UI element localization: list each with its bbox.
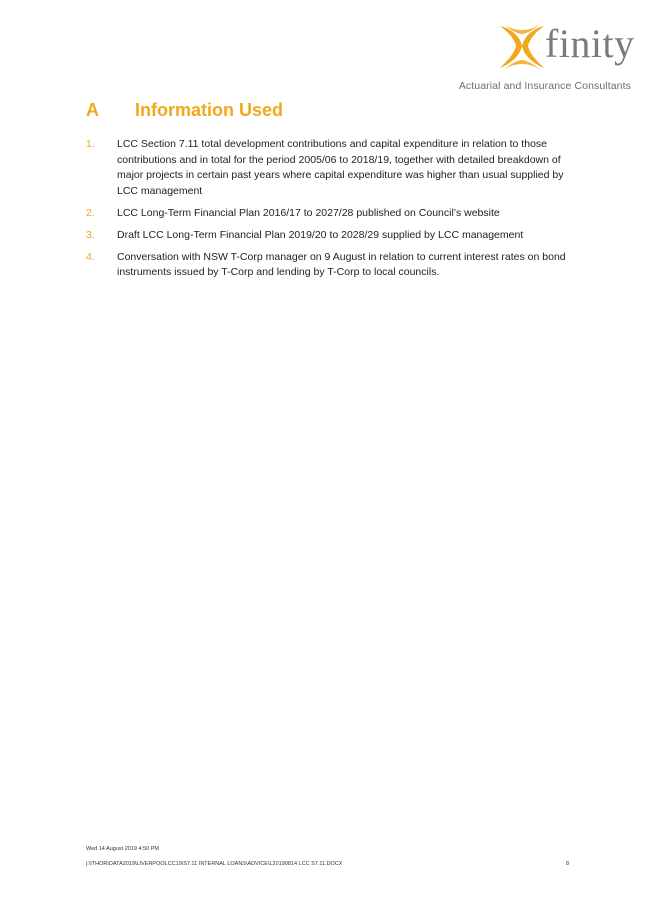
list-item-text: LCC Long-Term Financial Plan 2016/17 to 2027/28 published on Council’s website [117, 206, 500, 219]
footer-file-path: j:\ITHOR\DATA2019\LIVERPOOLCC19\S7.11 INTERNAL LOANS\ADVICE\L20190814 LCC S7.11.DOCX [86, 861, 343, 867]
list-item-number: 4. [86, 250, 95, 263]
list-item-number: 3. [86, 228, 95, 241]
footer-date: Wed 14 August 2019 4:50 PM [86, 846, 159, 852]
list-item-number: 1. [86, 138, 95, 150]
list-item [86, 250, 566, 281]
page-number: 8 [566, 861, 570, 867]
list-item-text: Draft LCC Long-Term Financial Plan 2019/20 to 2028/29 supplied by LCC management [117, 228, 524, 241]
list-item [86, 137, 566, 199]
list-item [86, 228, 566, 244]
list-item-text: LCC Section 7.11 total development contributions and capital expenditure in relation to those contributions and in total for the period 2005/06 to 2018/19, together with detailed breakdown of major projects in certain past years where capital expenditure was higher than usual supplied by LCC management [117, 138, 564, 197]
information-list [86, 137, 566, 287]
list-item-text: Conversation with NSW T-Corp manager on 9 August in relation to current interest rates on bond instruments issued by T-Corp and lending by T-Corp to local councils. [117, 250, 566, 278]
section-title: Information Used [135, 100, 284, 120]
logo-wordmark: finity [545, 21, 635, 66]
list-item-number: 2. [86, 206, 95, 219]
logo-tagline: Actuarial and Insurance Consultants [458, 80, 631, 92]
list-item [86, 206, 566, 222]
section-letter: A [86, 100, 99, 120]
